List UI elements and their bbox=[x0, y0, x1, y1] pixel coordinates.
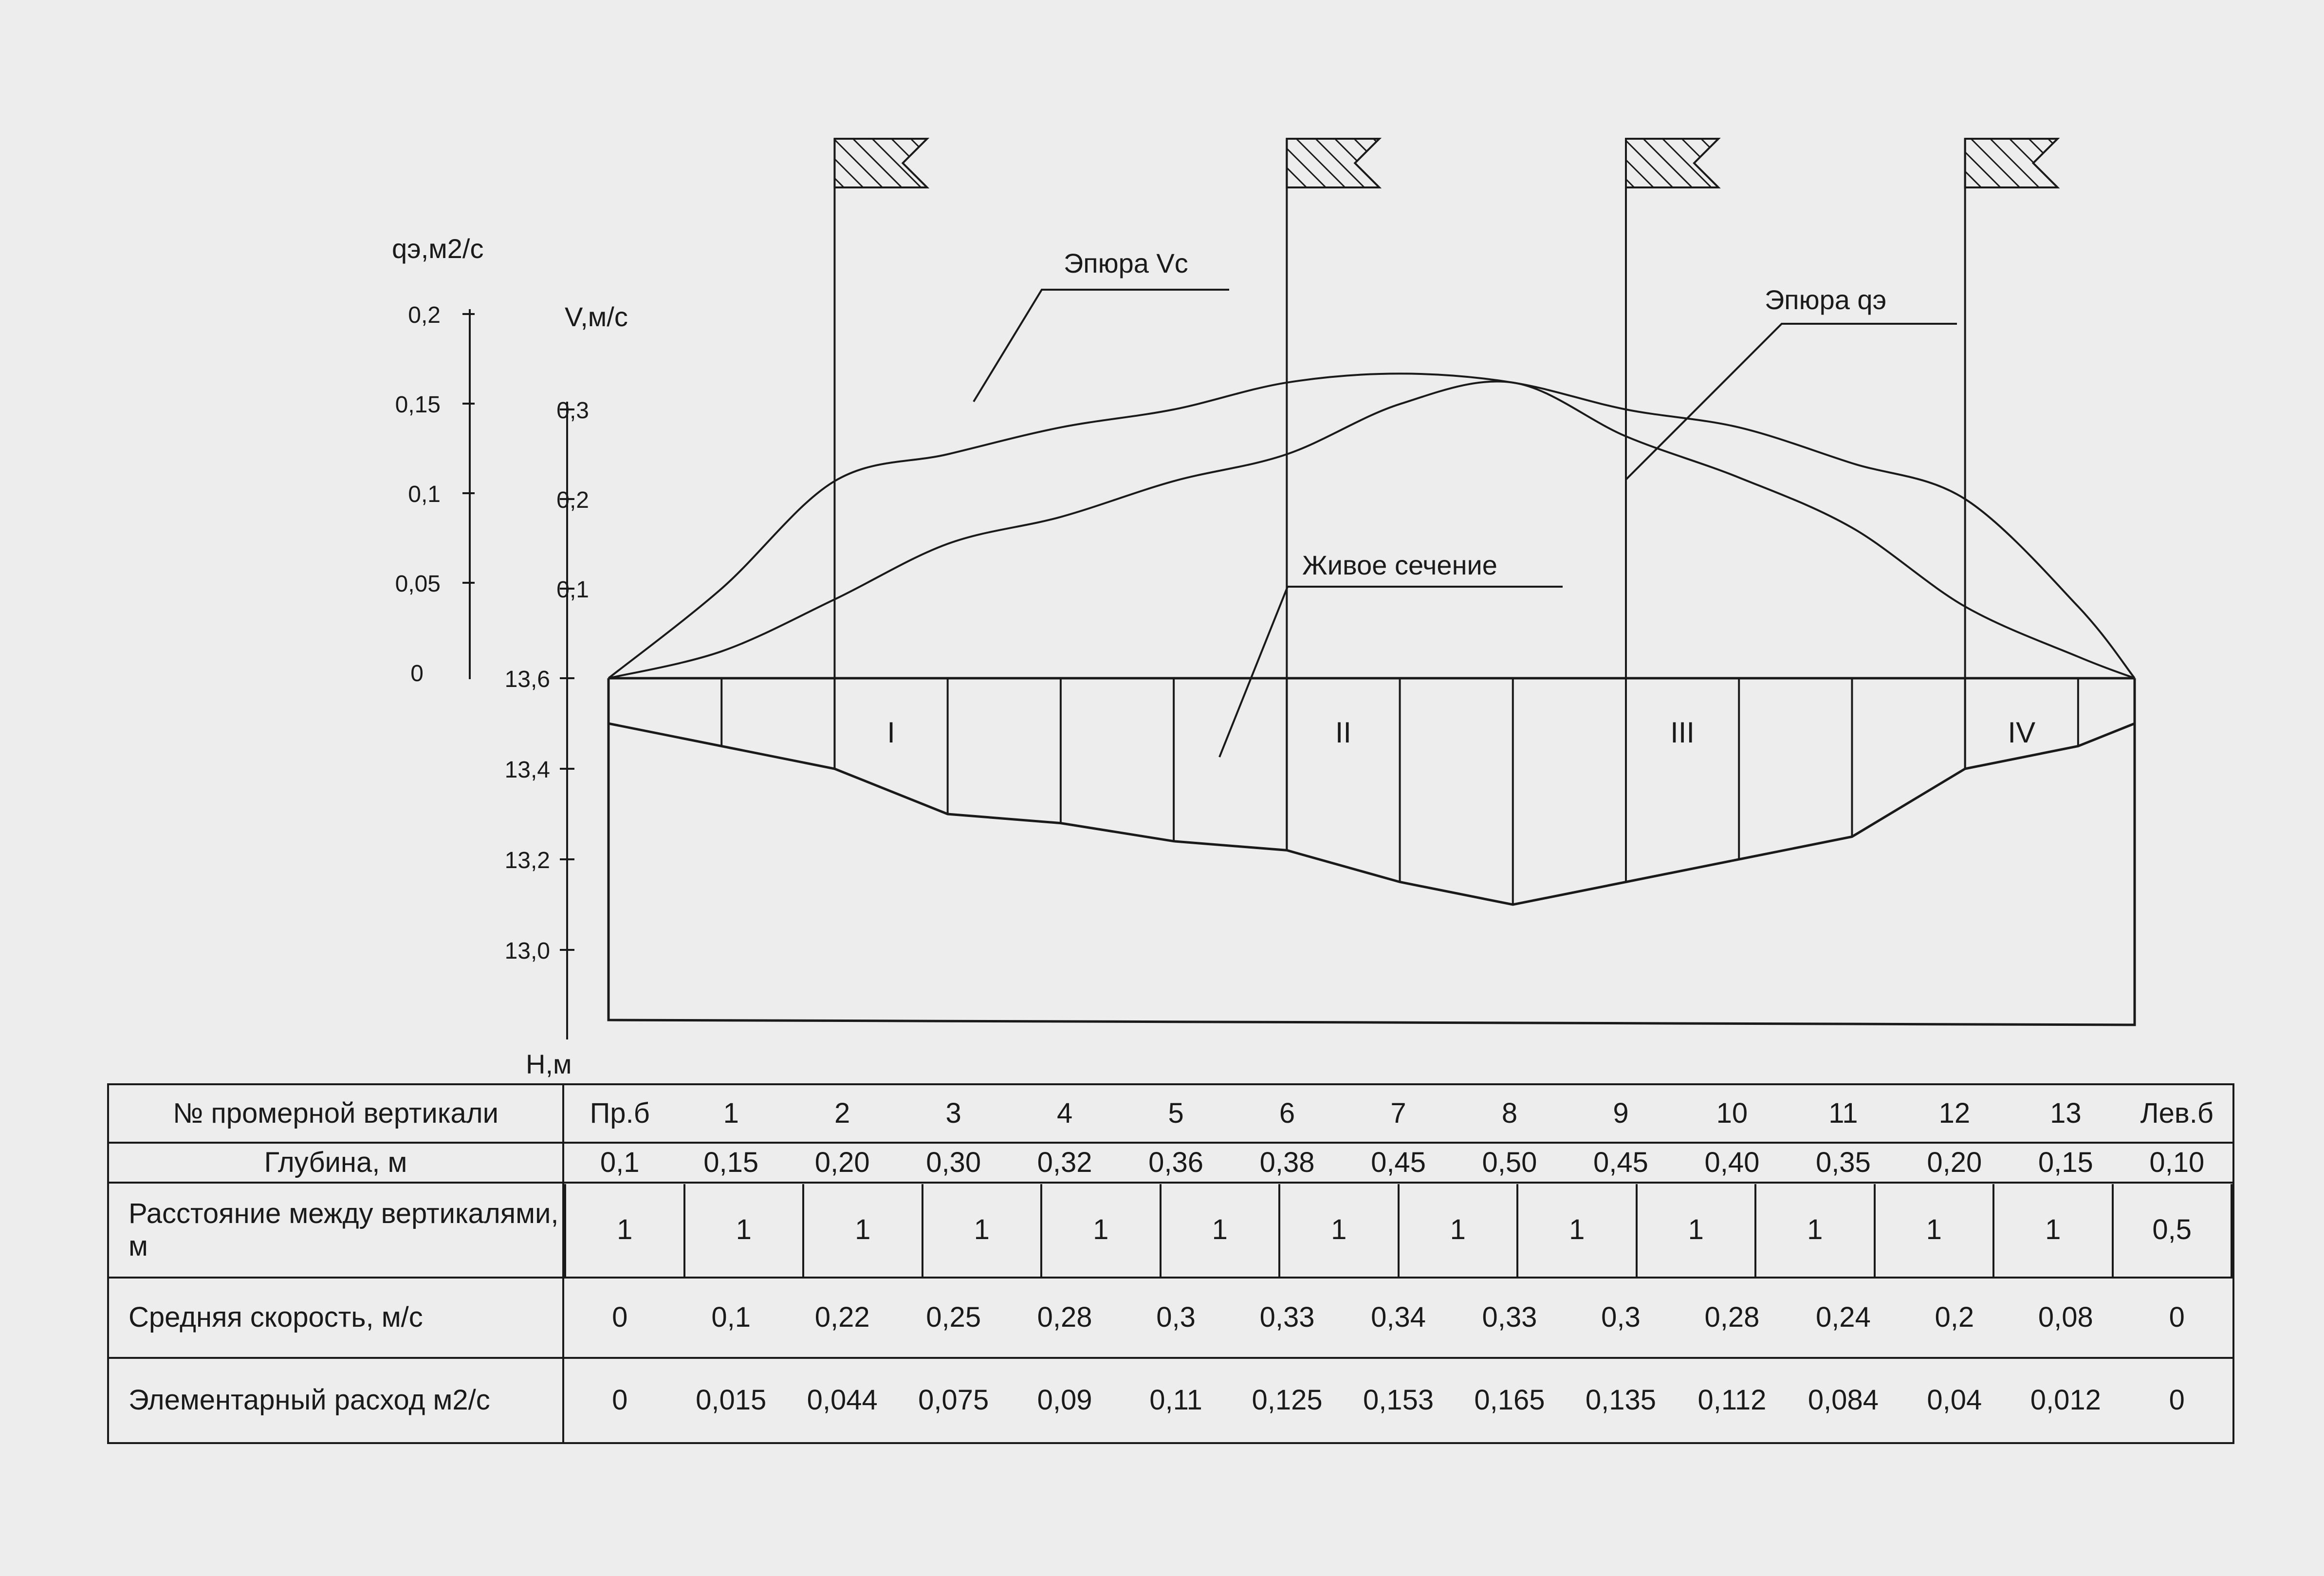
section-label: II bbox=[1335, 716, 1352, 749]
table-cell: Пр.б bbox=[590, 1097, 650, 1129]
table-cell: Лев.б bbox=[2140, 1097, 2214, 1129]
table-cell: 9 bbox=[1613, 1097, 1629, 1129]
table-cell: 11 bbox=[1828, 1097, 1858, 1129]
q-axis-tick-label: 0 bbox=[410, 661, 424, 686]
table-cell: 0,24 bbox=[1815, 1301, 1871, 1334]
table-cell: 0,3 bbox=[1601, 1301, 1641, 1334]
table-row bbox=[108, 1278, 2233, 1358]
table-cell: 13 bbox=[2050, 1097, 2082, 1129]
v-axis-tick-label: 0,1 bbox=[556, 577, 589, 603]
table-cell: 0,28 bbox=[1037, 1301, 1092, 1334]
section-label: I bbox=[887, 716, 895, 749]
table-cell: 0,1 bbox=[600, 1146, 640, 1178]
table-cell: 0,075 bbox=[918, 1384, 989, 1416]
q-axis-tick-label: 0,2 bbox=[408, 302, 441, 328]
table-cell: 1 bbox=[564, 1184, 683, 1277]
row-label: Расстояние между вертикалями, м bbox=[108, 1183, 563, 1278]
table-row bbox=[108, 1358, 2233, 1443]
table-cell: 0 bbox=[2169, 1301, 2185, 1334]
row-values bbox=[563, 1358, 2233, 1443]
table-cell: 1 bbox=[1992, 1184, 2112, 1277]
v-axis-label: V,м/с bbox=[565, 301, 628, 332]
h-axis-label: H,м bbox=[526, 1049, 572, 1079]
flags-group bbox=[834, 139, 2057, 882]
discharge-curve-label: Эпюра qэ bbox=[1765, 284, 1887, 315]
table-row bbox=[108, 1183, 2233, 1278]
table-cell: 1 bbox=[1636, 1184, 1755, 1277]
table-cell: 8 bbox=[1501, 1097, 1518, 1129]
table-cell: 6 bbox=[1279, 1097, 1295, 1129]
h-axis-tick-label: 13,4 bbox=[504, 757, 550, 783]
table-cell: 0,015 bbox=[696, 1384, 767, 1416]
q-axis-tick-label: 0,05 bbox=[395, 571, 441, 597]
section-label: IV bbox=[2008, 716, 2036, 749]
row-label: Глубина, м bbox=[108, 1143, 563, 1183]
table-cell: 0,10 bbox=[2149, 1146, 2205, 1178]
row-values bbox=[563, 1278, 2233, 1358]
table-cell: 0,08 bbox=[2038, 1301, 2093, 1334]
hydrometric-flag bbox=[834, 139, 927, 187]
table-cell: 0,112 bbox=[1697, 1384, 1767, 1416]
axes-group bbox=[392, 233, 628, 1079]
table-cell: 10 bbox=[1716, 1097, 1748, 1129]
table-cell: 0,35 bbox=[1815, 1146, 1871, 1178]
live-section-label: Живое сечение bbox=[1302, 550, 1497, 580]
table-cell: 0,3 bbox=[1156, 1301, 1196, 1334]
q-axis-tick-label: 0,1 bbox=[408, 482, 441, 507]
discharge-label-leader bbox=[1626, 324, 1957, 480]
table-cell: 0,22 bbox=[814, 1301, 870, 1334]
table-cell: 0,11 bbox=[1149, 1384, 1202, 1416]
discharge-curve bbox=[609, 381, 2135, 678]
hydrometric-flag bbox=[1965, 139, 2058, 187]
table-cell: 0,50 bbox=[1482, 1146, 1537, 1178]
table-cell: 0,165 bbox=[1474, 1384, 1545, 1416]
table-cell: 1 bbox=[1040, 1184, 1160, 1277]
table-cell: 0,33 bbox=[1259, 1301, 1315, 1334]
table-row bbox=[108, 1084, 2233, 1143]
table-cell: 0,45 bbox=[1593, 1146, 1648, 1178]
table-cell: 0,38 bbox=[1259, 1146, 1315, 1178]
table-cell: 0,04 bbox=[1927, 1384, 1982, 1416]
table-cell: 1 bbox=[1160, 1184, 1279, 1277]
table-cell: 0 bbox=[612, 1301, 628, 1334]
table-cell: 0,34 bbox=[1371, 1301, 1426, 1334]
table-cell: 0,012 bbox=[2030, 1384, 2101, 1416]
bounding-frame bbox=[609, 678, 2135, 1025]
cross-section-group bbox=[609, 678, 2135, 1025]
live-section-leader bbox=[1219, 587, 1563, 757]
h-axis-tick-label: 13,0 bbox=[504, 938, 550, 964]
table-cell: 0,30 bbox=[926, 1146, 981, 1178]
table-cell: 0 bbox=[2169, 1384, 2185, 1416]
q-axis-label: qэ,м2/с bbox=[392, 233, 484, 264]
table-cell: 4 bbox=[1056, 1097, 1073, 1129]
table-cell: 0 bbox=[612, 1384, 628, 1416]
hydrometric-flag bbox=[1626, 139, 1718, 187]
row-label: № промерной вертикали bbox=[108, 1084, 563, 1143]
table-cell: 1 bbox=[723, 1097, 739, 1129]
table-cell: 0,20 bbox=[1927, 1146, 1982, 1178]
table-cell: 1 bbox=[1754, 1184, 1874, 1277]
table-cell: 0,135 bbox=[1585, 1384, 1657, 1416]
table-cell: 0,5 bbox=[2112, 1184, 2233, 1277]
q-axis-tick-label: 0,15 bbox=[395, 392, 441, 418]
table-cell: 1 bbox=[802, 1184, 922, 1277]
curves-group bbox=[609, 373, 2135, 678]
table-cell: 2 bbox=[834, 1097, 850, 1129]
table-cell: 0,044 bbox=[807, 1384, 878, 1416]
table-cell: 0,36 bbox=[1148, 1146, 1204, 1178]
velocity-label-leader bbox=[974, 290, 1229, 402]
h-axis-tick-label: 13,2 bbox=[504, 848, 550, 873]
table-cell: 0,2 bbox=[1935, 1301, 1974, 1334]
table-cell: 1 bbox=[683, 1184, 803, 1277]
table-cell: 1 bbox=[1874, 1184, 1993, 1277]
v-axis-tick-label: 0,2 bbox=[556, 487, 589, 513]
table-cell: 0,20 bbox=[814, 1146, 870, 1178]
table-cell: 0,153 bbox=[1363, 1384, 1434, 1416]
table-cell: 0,09 bbox=[1037, 1384, 1092, 1416]
row-label: Средняя скорость, м/с bbox=[108, 1278, 563, 1358]
table-cell: 1 bbox=[1398, 1184, 1517, 1277]
row-values bbox=[563, 1143, 2233, 1183]
table-cell: 12 bbox=[1938, 1097, 1971, 1129]
table-cell: 0,32 bbox=[1037, 1146, 1092, 1178]
hydrometric-flag bbox=[1287, 139, 1379, 187]
table-cell: 3 bbox=[945, 1097, 961, 1129]
table-cell: 7 bbox=[1390, 1097, 1406, 1129]
table-cell: 0,1 bbox=[711, 1301, 751, 1334]
table-row bbox=[108, 1143, 2233, 1183]
measurement-table bbox=[107, 1083, 2234, 1444]
row-values bbox=[563, 1183, 2233, 1278]
section-label: III bbox=[1670, 716, 1695, 749]
table-cell: 0,28 bbox=[1704, 1301, 1760, 1334]
velocity-curve bbox=[609, 373, 2135, 678]
h-axis-tick-label: 13,6 bbox=[504, 667, 550, 692]
table-cell: 0,25 bbox=[926, 1301, 981, 1334]
labels-group bbox=[974, 248, 1957, 757]
table-cell: 0,15 bbox=[703, 1146, 759, 1178]
table-cell: 1 bbox=[1516, 1184, 1636, 1277]
table-cell: 5 bbox=[1168, 1097, 1184, 1129]
table-cell: 0,40 bbox=[1704, 1146, 1760, 1178]
table-cell: 1 bbox=[922, 1184, 1041, 1277]
table-cell: 1 bbox=[1278, 1184, 1398, 1277]
river-bed bbox=[609, 723, 2135, 905]
row-label: Элементарный расход м2/с bbox=[108, 1358, 563, 1443]
table-cell: 0,15 bbox=[2038, 1146, 2093, 1178]
velocity-curve-label: Эпюра Vс bbox=[1064, 248, 1188, 278]
table-cell: 0,125 bbox=[1252, 1384, 1323, 1416]
table-cell: 0,084 bbox=[1808, 1384, 1879, 1416]
v-axis-tick-label: 0,3 bbox=[556, 398, 589, 424]
table-cell: 0,33 bbox=[1482, 1301, 1537, 1334]
table-cell: 0,45 bbox=[1371, 1146, 1426, 1178]
row-values bbox=[563, 1084, 2233, 1143]
